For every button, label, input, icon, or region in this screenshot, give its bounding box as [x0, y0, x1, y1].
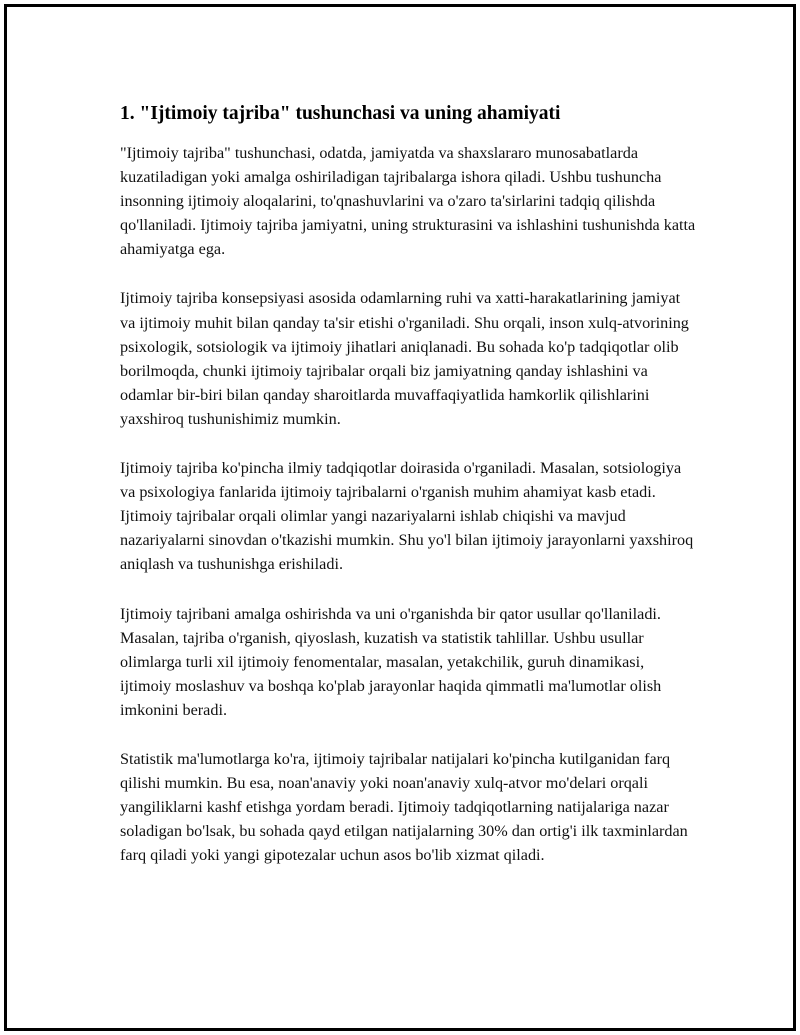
paragraph-1: "Ijtimoiy tajriba" tushunchasi, odatda, jamiyatda va shaxslararo munosabatlarda kuzatiladigan yoki amalga oshiriladigan tajribalarga ishora qiladi. Ushbu tushuncha insonning ijtimoiy aloqalarini, to'qnashuvlarini va o'zaro ta'sirlarini tadqiq qilishda qo'llaniladi. Ijtimoiy tajriba jamiyatni, uning strukturasini va ishlashini tushunishda katta ahamiyatga ega. — [120, 144, 696, 259]
page-frame — [4, 4, 796, 1031]
paragraph-5: Statistik ma'lumotlarga ko'ra, ijtimoiy tajribalar natijalari ko'pincha kutilganidan farq qilishi mumkin. Bu esa, noan'anaviy yoki noan'anaviy xulq-atvor mo'delari orqali yangiliklarni kashf etishga yordam beradi. Ijtimoiy tadqiqotlarning natijalariga nazar soladigan bo'lsak, bu sohada qayd etilgan natijalarning 30% dan ortig'i ilk taxminlardan farq qiladi yoki yangi gipotezalar uchun asos bo'lib xizmat qiladi. — [120, 749, 688, 865]
section-heading: 1. "Ijtimoiy tajriba" tushunchasi va uning ahamiyati — [120, 103, 561, 124]
paragraph-2: Ijtimoiy tajriba konsepsiyasi asosida odamlarning ruhi va xatti-harakatlarining jamiyat va ijtimoiy muhit bilan qanday ta'sir etishi o'rganiladi. Shu orqali, inson xulq-atvorining psixologik, sotsiologik va ijtimoiy jihatlari aniqlanadi. Bu sohada ko'p tadqiqotlar olib borilmoqda, chunki ijtimoiy tajribalar orqali biz jamiyatning qanday ishlashini va odamlar bir-biri bilan qanday sharoitlarda muvaffaqiyatlida hamkorlik qilishlarini yaxshiroq tushunishimiz mumkin. — [120, 289, 689, 428]
paragraph-4: Ijtimoiy tajribani amalga oshirishda va uni o'rganishda bir qator usullar qo'llaniladi. Masalan, tajriba o'rganish, qiyoslash, kuzatish va statistik tahlillar. Ushbu usullar olimlarga turli xil ijtimoiy fenomentalar, masalan, yetakchilik, guruh dinamikasi, ijtimoiy moslashuv va boshqa ko'plab jarayonlar haqida qimmatli ma'lumotlar olish imkonini beradi. — [120, 604, 662, 719]
paragraph-3: Ijtimoiy tajriba ko'pincha ilmiy tadqiqotlar doirasida o'rganiladi. Masalan, sotsiologiya va psixologiya fanlarida ijtimoiy tajribalarni o'rganish muhim ahamiyat kasb etadi. Ijtimoiy tajribalar orqali olimlar yangi nazariyalarni ishlab chiqishi va mavjud nazariyalarni sinovdan o'tkazishi mumkin. Shu yo'l bilan ijtimoiy jarayonlarni yaxshiroq aniqlash va tushunishga erishiladi. — [120, 459, 694, 574]
document-body — [120, 101, 698, 892]
